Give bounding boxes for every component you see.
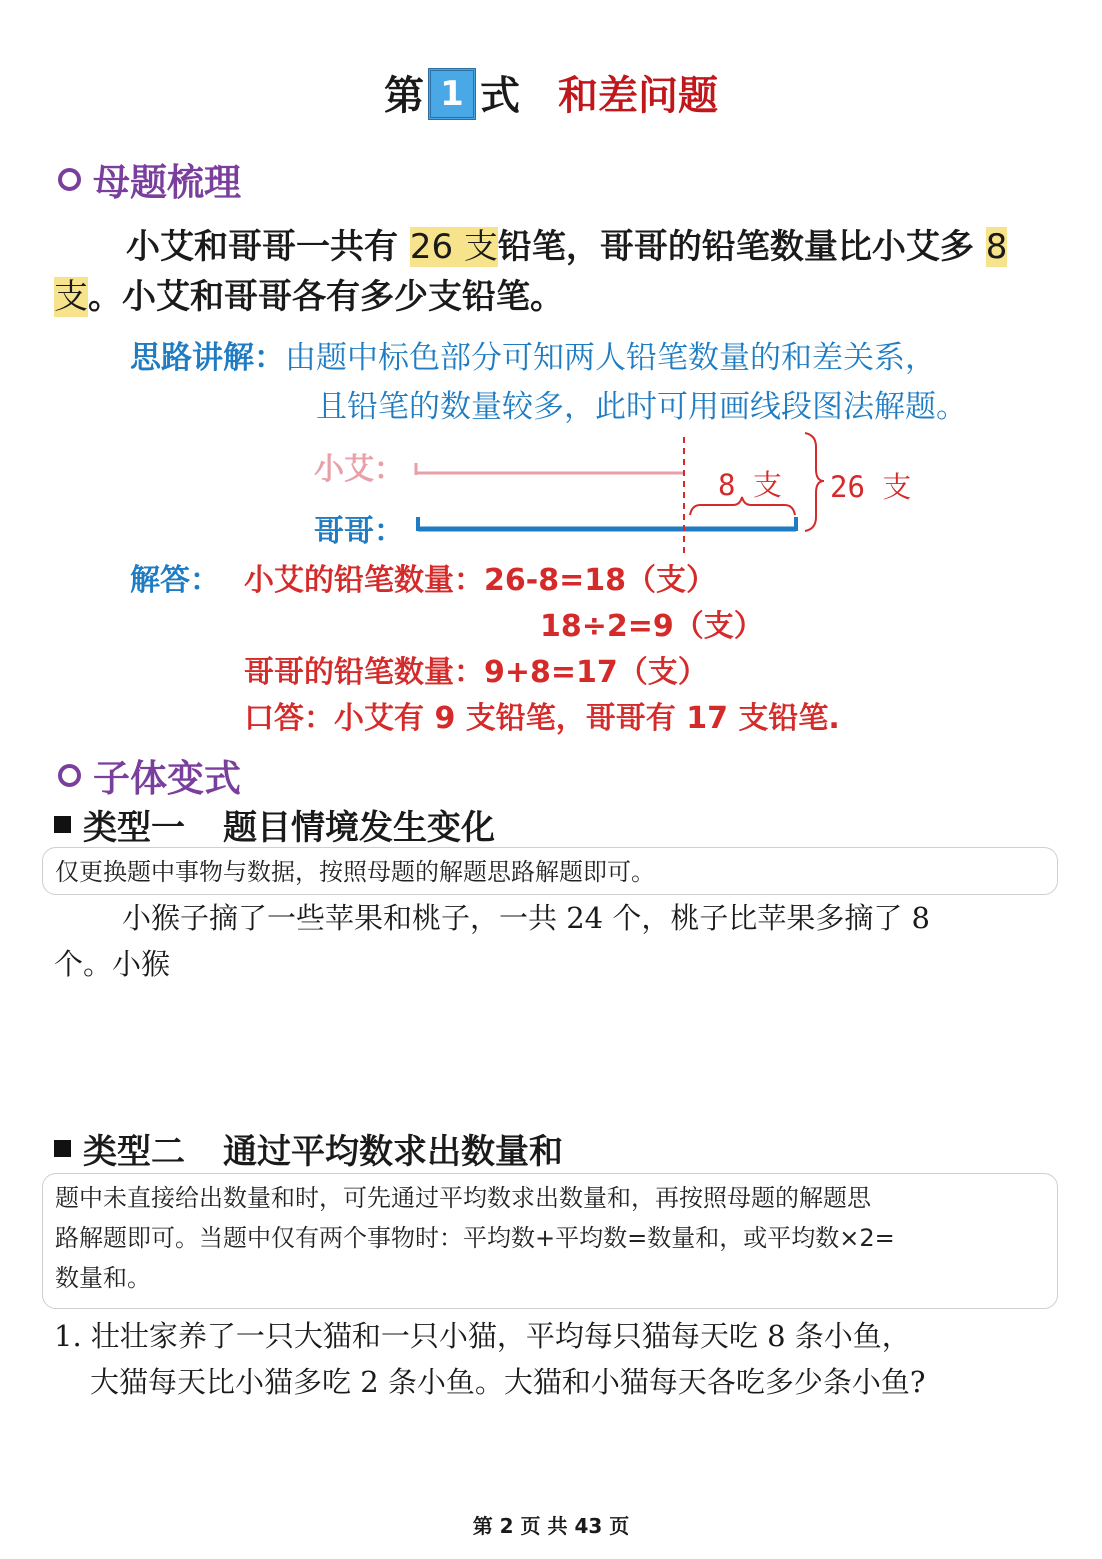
highlight-total: 26 支 <box>409 227 498 267</box>
mother-problem-text <box>54 222 1054 322</box>
type2-note-box <box>42 1173 1058 1309</box>
type1-example-line-1: 小猴子摘了一些苹果和桃子，一共 24 个，桃子比苹果多摘了 8 <box>122 901 931 935</box>
problem-part-2: 铅笔，哥哥的铅笔数量比小艾多 <box>497 227 986 267</box>
type2-title: 通过平均数求出数量和 <box>223 1132 563 1172</box>
type1-heading <box>54 800 495 849</box>
title-suffix: 式 <box>480 73 520 119</box>
type2-note-line-1: 题中未直接给出数量和时，可先通过平均数求出数量和，再按照母题的解题思 <box>55 1184 871 1212</box>
answer-line-4: 口答：小艾有 9 支铅笔，哥哥有 17 支铅笔. <box>244 701 840 736</box>
section-heading-variants <box>58 748 241 802</box>
answer-line-2: 18÷2=9（支） <box>540 609 764 644</box>
type2-question-line-2: 大猫每天比小猫多吃 2 条小鱼。大猫和小猫每天各吃多少条小鱼? <box>90 1365 926 1399</box>
type2-heading <box>54 1124 563 1173</box>
formula-number-badge: 1 <box>428 68 476 120</box>
problem-part-1: 小艾和哥哥一共有 <box>126 227 410 267</box>
square-bullet-icon <box>54 1140 71 1157</box>
brace-total <box>805 433 824 531</box>
section-title: 母题梳理 <box>93 161 241 204</box>
type2-note-line-3: 数量和。 <box>55 1264 151 1292</box>
highlight-diff-number: 8 <box>985 227 1008 267</box>
page-title <box>0 68 1102 124</box>
diagram-label-gege: 哥哥： <box>314 514 404 549</box>
label-difference: 8 支 <box>718 468 782 502</box>
circle-bullet-icon <box>58 168 81 191</box>
highlight-diff-unit: 支 <box>54 277 88 317</box>
analysis-line-1: 由题中标色部分可知两人铅笔数量的和差关系， <box>285 340 936 376</box>
type2-note-line-2: 路解题即可。当题中仅有两个事物时：平均数+平均数=数量和，或平均数×2= <box>55 1224 895 1252</box>
title-prefix: 第 <box>384 73 424 119</box>
type1-note-box: 仅更换题中事物与数据，按照母题的解题思路解题即可。 <box>42 847 1058 895</box>
analysis-block <box>130 334 967 432</box>
type1-example-line-2: 个。小猴 <box>54 947 171 981</box>
analysis-line-2: 且铅笔的数量较多，此时可用画线段图法解题。 <box>316 389 967 425</box>
type1-title: 题目情境发生变化 <box>223 808 495 848</box>
analysis-label: 思路讲解： <box>130 340 285 376</box>
square-bullet-icon <box>54 816 71 833</box>
section-title: 子体变式 <box>93 757 241 800</box>
answer-line-1: 小艾的铅笔数量：26-8=18（支） <box>244 563 716 598</box>
answer-label: 解答： <box>130 563 220 598</box>
answer-line-3: 哥哥的铅笔数量：9+8=17（支） <box>244 655 708 690</box>
type1-name: 类型一 <box>83 808 185 848</box>
section-heading-mother-problem <box>58 152 241 206</box>
label-total: 26 支 <box>830 470 912 504</box>
page-footer: 第 2 页 共 43 页 <box>472 1514 630 1538</box>
circle-bullet-icon <box>58 764 81 787</box>
title-topic: 和差问题 <box>558 73 718 119</box>
type2-question-line-1: 1. 壮壮家养了一只大猫和一只小猫，平均每只猫每天吃 8 条小鱼， <box>54 1319 911 1353</box>
type1-example <box>54 895 1054 987</box>
type2-name: 类型二 <box>83 1132 185 1172</box>
problem-part-3: 。小艾和哥哥各有多少支铅笔。 <box>88 277 564 317</box>
type2-question-1 <box>54 1313 1054 1405</box>
diagram-label-xiaoai: 小艾： <box>314 452 404 487</box>
